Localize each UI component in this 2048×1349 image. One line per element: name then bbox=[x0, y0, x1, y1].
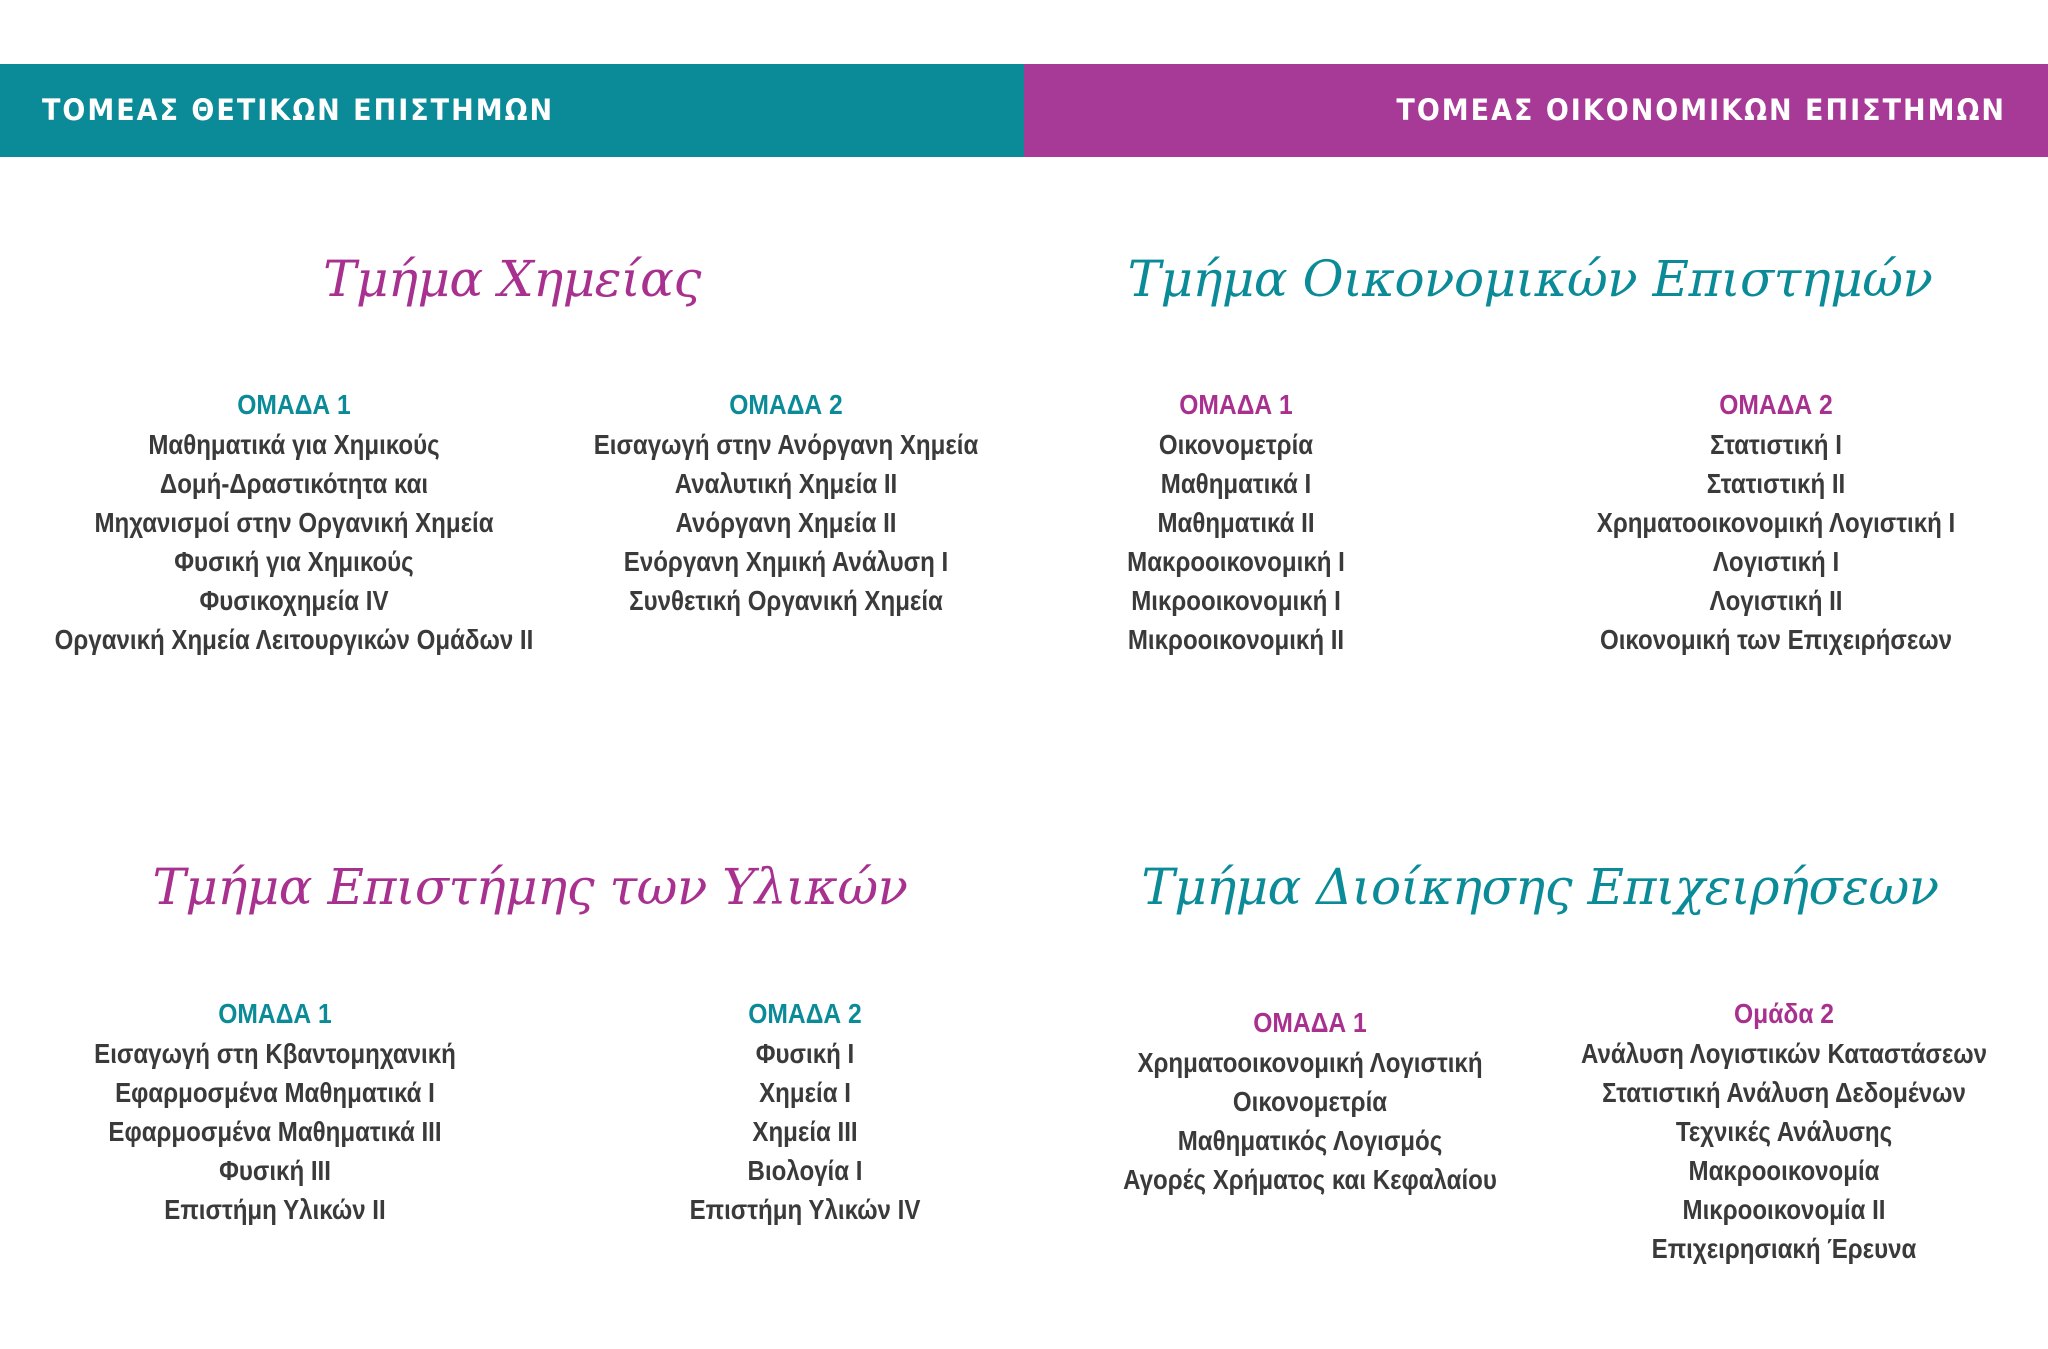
course-item: Χημεία I bbox=[759, 1077, 851, 1108]
course-item: Μαθηματικά I bbox=[1160, 468, 1312, 499]
course-item: Επιστήμη Υλικών IV bbox=[689, 1194, 921, 1225]
course-item: Μαθηματικά II bbox=[1157, 507, 1315, 538]
group-label: ΟΜΑΔΑ 2 bbox=[729, 389, 843, 420]
course-item: Οικονομική των Επιχειρήσεων bbox=[1599, 624, 1953, 655]
course-item: Μαθηματικός Λογισμός bbox=[1177, 1125, 1443, 1156]
course-item: Αναλυτική Χημεία II bbox=[674, 468, 898, 499]
course-item: Συνθετική Οργανική Χημεία bbox=[629, 585, 943, 616]
course-item: Μακροοικονομική I bbox=[1127, 546, 1345, 577]
group-label: ΟΜΑΔΑ 1 bbox=[218, 998, 332, 1029]
course-item: Οικονομετρία bbox=[1158, 429, 1314, 460]
course-item: Λογιστική I bbox=[1712, 546, 1840, 577]
chemistry-group-1 bbox=[16, 387, 573, 659]
course-item: Επιχειρησιακή Έρευνα bbox=[1651, 1233, 1917, 1264]
course-item: Μηχανισμοί στην Οργανική Χημεία bbox=[94, 507, 494, 538]
course-item: Τεχνικές Ανάλυσης bbox=[1675, 1116, 1893, 1147]
course-item: Φυσική III bbox=[219, 1155, 331, 1186]
course-item: Μικροοικονομική I bbox=[1131, 585, 1341, 616]
course-item: Δομή-Δραστικότητα και bbox=[159, 468, 429, 499]
course-item: Στατιστική Ανάλυση Δεδομένων bbox=[1602, 1077, 1966, 1108]
course-item: Μαθηματικά για Χημικούς bbox=[148, 429, 440, 460]
department-title-materials: Τμήμα Επιστήμης των Υλικών bbox=[152, 858, 908, 916]
course-list bbox=[1093, 1043, 1528, 1199]
course-list bbox=[671, 1034, 939, 1229]
course-item: Φυσικοχημεία IV bbox=[199, 585, 389, 616]
course-item: Φυσική I bbox=[755, 1038, 855, 1069]
course-item: Επιστήμη Υλικών II bbox=[164, 1194, 386, 1225]
course-item: Λογιστική II bbox=[1709, 585, 1843, 616]
sector-banner-economics bbox=[1024, 64, 2048, 157]
course-list bbox=[1548, 1034, 2020, 1268]
course-item: Χρηματοοικονομική Λογιστική bbox=[1137, 1047, 1483, 1078]
course-item: Στατιστική II bbox=[1706, 468, 1846, 499]
group-label: ΟΜΑΔΑ 2 bbox=[748, 998, 862, 1029]
course-item: Ανόργανη Χημεία II bbox=[675, 507, 897, 538]
sector-banner-sciences-label: ΤΟΜΕΑΣ ΘΕΤΙΚΩΝ ΕΠΙΣΤΗΜΩΝ bbox=[42, 93, 555, 128]
sector-banner-sciences bbox=[0, 64, 1024, 157]
course-item: Μικροοικονομική II bbox=[1127, 624, 1345, 655]
course-item: Οικονομετρία bbox=[1232, 1086, 1388, 1117]
course-item: Εισαγωγή στην Ανόργανη Χημεία bbox=[593, 429, 979, 460]
course-item: Μακροοικονομία bbox=[1688, 1155, 1880, 1186]
materials-group-1 bbox=[65, 996, 486, 1229]
group-label: Ομάδα 2 bbox=[1733, 998, 1835, 1029]
course-item: Αγορές Χρήματος και Κεφαλαίου bbox=[1123, 1164, 1497, 1195]
economics-group-2 bbox=[1568, 387, 1985, 659]
course-item: Εισαγωγή στη Κβαντομηχανική bbox=[94, 1038, 456, 1069]
course-item: Φυσική για Χημικούς bbox=[174, 546, 414, 577]
business-group-2 bbox=[1548, 996, 2020, 1268]
economics-group-1 bbox=[1109, 387, 1362, 659]
department-title-economics: Τμήμα Οικονομικών Επιστημών bbox=[1127, 250, 1933, 308]
group-label: ΟΜΑΔΑ 1 bbox=[1179, 389, 1293, 420]
course-item: Εφαρμοσμένα Μαθηματικά III bbox=[108, 1116, 442, 1147]
course-list bbox=[65, 1034, 486, 1229]
course-item: Βιολογία I bbox=[747, 1155, 863, 1186]
materials-group-2 bbox=[671, 996, 939, 1229]
course-list bbox=[1568, 425, 1985, 659]
course-item: Χρηματοοικονομική Λογιστική I bbox=[1596, 507, 1956, 538]
department-title-chemistry: Τμήμα Χημείας bbox=[323, 250, 701, 308]
group-label: ΟΜΑΔΑ 1 bbox=[1253, 1007, 1367, 1038]
course-item: Εφαρμοσμένα Μαθηματικά I bbox=[115, 1077, 435, 1108]
sector-banner-economics-label: ΤΟΜΕΑΣ ΟΙΚΟΝΟΜΙΚΩΝ ΕΠΙΣΤΗΜΩΝ bbox=[1396, 93, 2006, 128]
course-list bbox=[16, 425, 573, 659]
group-label: ΟΜΑΔΑ 1 bbox=[237, 389, 351, 420]
course-item: Χημεία III bbox=[752, 1116, 858, 1147]
course-list bbox=[562, 425, 1009, 620]
course-item: Ενόργανη Χημική Ανάλυση I bbox=[623, 546, 949, 577]
course-item: Ανάλυση Λογιστικών Καταστάσεων bbox=[1580, 1038, 1988, 1069]
course-item: Οργανική Χημεία Λειτουργικών Ομάδων II bbox=[54, 624, 534, 655]
chemistry-group-2 bbox=[562, 387, 1009, 620]
business-group-1 bbox=[1093, 1005, 1528, 1199]
course-item: Μικροοικονομία II bbox=[1682, 1194, 1886, 1225]
group-label: ΟΜΑΔΑ 2 bbox=[1719, 389, 1833, 420]
course-item: Στατιστική I bbox=[1710, 429, 1842, 460]
course-list bbox=[1109, 425, 1362, 659]
department-title-business: Τμήμα Διοίκησης Επιχειρήσεων bbox=[1141, 858, 1939, 916]
